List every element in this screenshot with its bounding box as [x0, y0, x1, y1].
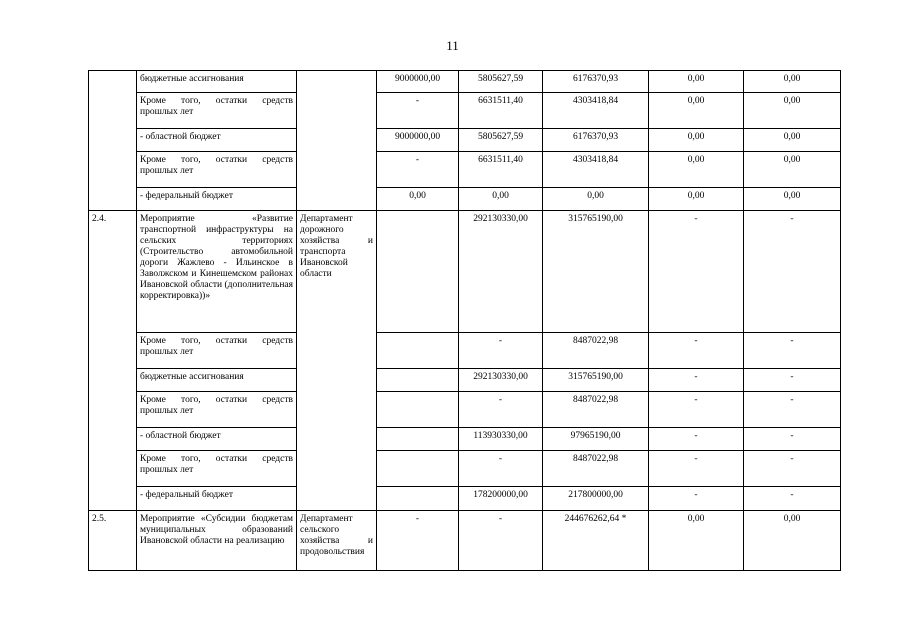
activity-title: Мероприятие «Субсидии бюджетам муниципальных образований Ивановской области на реализацию: [137, 511, 297, 571]
value-cell: -: [744, 428, 841, 451]
row-number-cell: 2.5.: [89, 511, 137, 571]
row-label: Кроме того, остатки средств прошлых лет: [137, 392, 297, 428]
row-label: бюджетные ассигнования: [137, 71, 297, 93]
row-number-cell: [89, 71, 137, 211]
page-number: 11: [446, 38, 459, 53]
value-cell: 315765190,00: [543, 369, 649, 392]
value-cell: 9000000,00: [377, 129, 459, 152]
value-cell: 0,00: [649, 93, 744, 129]
value-cell: 5805627,59: [459, 129, 543, 152]
executor-cell: Департамент дорожного хозяйства и транспорта Ивановской области: [297, 211, 377, 511]
table-row: [89, 428, 841, 451]
value-cell: -: [459, 392, 543, 428]
value-cell: 0,00: [744, 511, 841, 571]
value-cell: 0,00: [744, 129, 841, 152]
value-cell: 0,00: [649, 71, 744, 93]
row-label: Кроме того, остатки средств прошлых лет: [137, 152, 297, 188]
value-cell: 0,00: [649, 511, 744, 571]
value-cell: -: [649, 392, 744, 428]
row-label: Кроме того, остатки средств прошлых лет: [137, 451, 297, 487]
value-cell: 4303418,84: [543, 152, 649, 188]
value-cell: -: [377, 152, 459, 188]
value-cell: 292130330,00: [459, 369, 543, 392]
value-cell: -: [649, 451, 744, 487]
table-row: [89, 129, 841, 152]
value-cell: [377, 487, 459, 511]
value-cell: -: [744, 451, 841, 487]
table-row: [89, 211, 841, 333]
value-cell: 0,00: [649, 152, 744, 188]
value-cell: 178200000,00: [459, 487, 543, 511]
value-cell: 0,00: [377, 188, 459, 211]
value-cell: 97965190,00: [543, 428, 649, 451]
executor-cell: [297, 71, 377, 211]
value-cell: 244676262,64 *: [543, 511, 649, 571]
activity-title: Мероприятие «Развитие транспортной инфраструктуры на сельских территориях (Строительство автомобильной дороги Жажлево - Ильинское в Заволжском и Кинешемском районах Ивановской области (дополнительная корректировка))»: [137, 211, 297, 333]
value-cell: -: [744, 392, 841, 428]
value-cell: [377, 428, 459, 451]
row-label: - федеральный бюджет: [137, 487, 297, 511]
value-cell: 0,00: [649, 188, 744, 211]
value-cell: -: [649, 333, 744, 369]
table-row: [89, 93, 841, 129]
value-cell: -: [649, 487, 744, 511]
table-row: [89, 188, 841, 211]
executor-cell: Департамент сельского хозяйства и продовольствия: [297, 511, 377, 571]
budget-table: [88, 70, 841, 571]
value-cell: 6176370,93: [543, 71, 649, 93]
value-cell: -: [459, 511, 543, 571]
value-cell: 9000000,00: [377, 71, 459, 93]
value-cell: 0,00: [744, 188, 841, 211]
value-cell: 113930330,00: [459, 428, 543, 451]
table-row: [89, 451, 841, 487]
value-cell: -: [377, 93, 459, 129]
table-row: [89, 71, 841, 93]
value-cell: 315765190,00: [543, 211, 649, 333]
table-row: [89, 369, 841, 392]
value-cell: 8487022,98: [543, 451, 649, 487]
table-row: [89, 333, 841, 369]
value-cell: 0,00: [744, 152, 841, 188]
value-cell: -: [744, 333, 841, 369]
value-cell: -: [744, 369, 841, 392]
value-cell: [377, 392, 459, 428]
value-cell: 6631511,40: [459, 93, 543, 129]
value-cell: 8487022,98: [543, 333, 649, 369]
value-cell: 6631511,40: [459, 152, 543, 188]
value-cell: -: [459, 333, 543, 369]
value-cell: 8487022,98: [543, 392, 649, 428]
value-cell: [377, 211, 459, 333]
value-cell: [377, 333, 459, 369]
value-cell: 0,00: [744, 93, 841, 129]
value-cell: -: [459, 451, 543, 487]
value-cell: 0,00: [543, 188, 649, 211]
row-label: бюджетные ассигнования: [137, 369, 297, 392]
row-label: - федеральный бюджет: [137, 188, 297, 211]
value-cell: 0,00: [459, 188, 543, 211]
value-cell: -: [649, 369, 744, 392]
value-cell: 4303418,84: [543, 93, 649, 129]
value-cell: [377, 369, 459, 392]
value-cell: 5805627,59: [459, 71, 543, 93]
row-label: - областной бюджет: [137, 129, 297, 152]
value-cell: [377, 451, 459, 487]
value-cell: 217800000,00: [543, 487, 649, 511]
row-label: Кроме того, остатки средств прошлых лет: [137, 93, 297, 129]
value-cell: -: [649, 428, 744, 451]
table-row: [89, 487, 841, 511]
row-number-cell: 2.4.: [89, 211, 137, 511]
row-label: Кроме того, остатки средств прошлых лет: [137, 333, 297, 369]
table-row: [89, 511, 841, 571]
value-cell: 0,00: [649, 129, 744, 152]
value-cell: 0,00: [744, 71, 841, 93]
value-cell: -: [377, 511, 459, 571]
table-row: [89, 392, 841, 428]
value-cell: 6176370,93: [543, 129, 649, 152]
value-cell: 292130330,00: [459, 211, 543, 333]
value-cell: -: [744, 487, 841, 511]
value-cell: -: [649, 211, 744, 333]
table-row: [89, 152, 841, 188]
value-cell: -: [744, 211, 841, 333]
row-label: - областной бюджет: [137, 428, 297, 451]
